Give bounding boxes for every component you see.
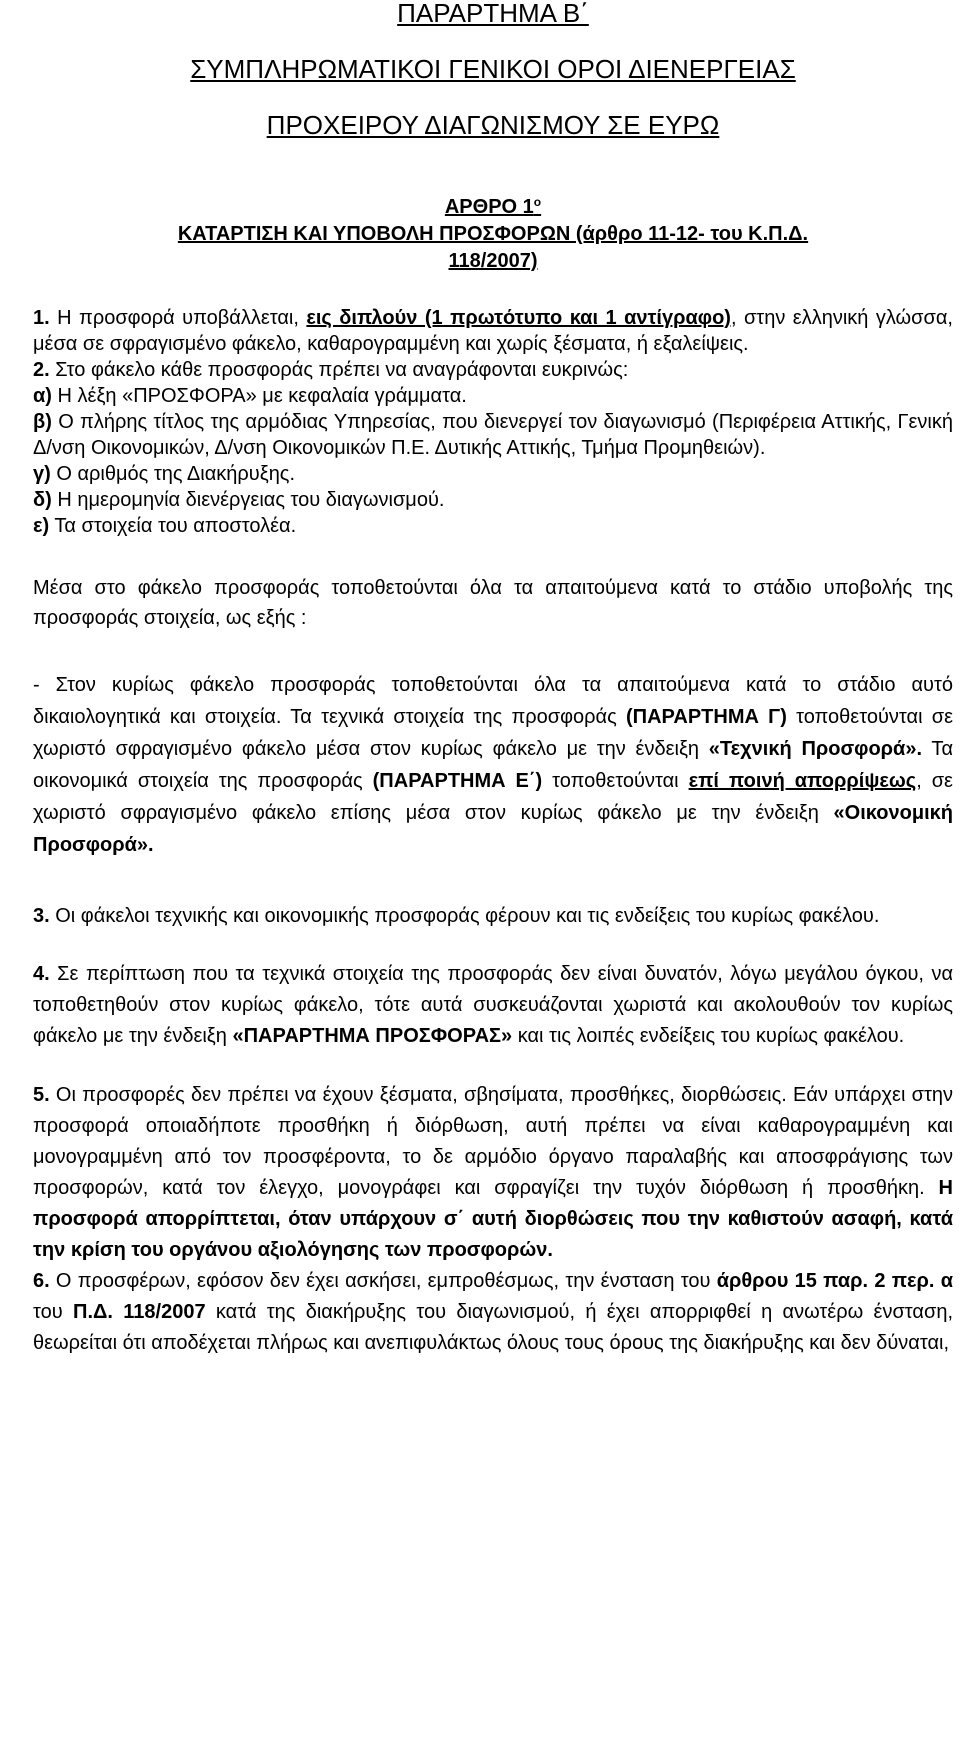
- item-3-number: 3.: [33, 905, 50, 927]
- item-6-text-b: του: [33, 1301, 74, 1323]
- item-1-number: 1.: [33, 307, 50, 329]
- item-6-text-c: κατά της διακήρυξης του διαγωνισμού, ή έχει απορριφθεί η ανωτέρω ένσταση, θεωρείται ότι αποδέχεται πλήρως και ανεπιφυλάκτως όλους τους όρους της διακήρυξης και δεν δύναται,: [33, 1301, 953, 1354]
- main-envelope-paragraph: [33, 669, 953, 861]
- item-4-number: 4.: [33, 963, 50, 985]
- envelope-contents-paragraph: Μέσα στο φάκελο προσφοράς τοποθετούνται όλα τα απαιτούμενα κατά το στάδιο υποβολής της προσφοράς στοιχεία, ως εξής :: [33, 577, 953, 629]
- item-5-rejection-clause: Η προσφορά απορρίπτεται, όταν υπάρχουν σ΄ αυτή διορθώσεις που την καθιστούν ασαφή, κατά την κρίση του οργάνου αξιολόγησης των προσφορών.: [33, 1177, 953, 1261]
- item-1-text-b: , στην ελληνική γλώσσα, μέσα σε σφραγισμένο φάκελο, καθαρογραμμένη και χωρίς ξέσματα, ή εξαλείψεις.: [33, 307, 953, 355]
- main-envelope-text-e: , σε χωριστό σφραγισμένο φάκελο επίσης μέσα στον κυρίως φάκελο με την ένδειξη: [33, 770, 953, 824]
- article-number: [33, 194, 953, 221]
- item-2-e-text: Τα στοιχεία του αποστολέα.: [49, 515, 297, 537]
- main-envelope-text-d: τοποθετούνται: [542, 770, 689, 792]
- item-1-emphasis: εις διπλούν (1 πρωτότυπο και 1 αντίγραφο): [306, 307, 731, 329]
- item-3: [33, 901, 953, 931]
- article-label: ΑΡΘΡΟ 1: [444, 196, 534, 218]
- item-2-a-text: Η λέξη «ΠΡΟΣΦΟΡΑ» με κεφαλαία γράμματα.: [51, 385, 467, 407]
- annex-title: ΠΑΡΑΡΤΗΜΑ Β΄: [397, 0, 589, 28]
- item-4-text-a: Σε περίπτωση που τα τεχνικά στοιχεία της προσφοράς δεν είναι δυνατόν, λόγω μεγάλου όγκου, να τοποθετηθούν στον κυρίως φάκελο, τότε αυτά συσκευάζονται χωριστά και ακολουθούν τον κυρίως φάκελο με την ένδειξη: [33, 963, 953, 1047]
- main-envelope-text-b: τοποθετούνται σε χωριστό σφραγισμένο φάκελο μέσα στον κυρίως φάκελο με την ένδειξη: [33, 706, 954, 760]
- item-2-c-label: γ): [33, 463, 51, 485]
- item-1: [33, 305, 953, 357]
- item-2-intro: [33, 357, 953, 383]
- item-2-intro-text: Στο φάκελο κάθε προσφοράς πρέπει να αναγράφονται ευκρινώς:: [49, 359, 629, 381]
- article-superscript: ο: [533, 195, 542, 209]
- item-5: [33, 1080, 953, 1266]
- article-heading-line2: 118/2007): [448, 250, 538, 272]
- item-4-text-b: και τις λοιπές ενδείξεις του κυρίως φακέλου.: [512, 1025, 905, 1047]
- technical-offer-label: «Τεχνική Προσφορά».: [708, 738, 923, 760]
- document-page: [33, 0, 953, 1359]
- item-2-d: [33, 487, 953, 513]
- item-2-b: [33, 409, 953, 461]
- item-6: [33, 1266, 953, 1359]
- item-2-c-text: Ο αριθμός της Διακήρυξης.: [50, 463, 296, 485]
- item-2-a-label: α): [33, 385, 52, 407]
- item-6-number: 6.: [33, 1270, 50, 1292]
- document-subtitle: ΠΡΟΧΕΙΡΟΥ ΔΙΑΓΩΝΙΣΜΟΥ ΣΕ ΕΥΡΩ: [266, 110, 720, 140]
- item-3-text: Οι φάκελοι τεχνικής και οικονομικής προσφοράς φέρουν και τις ενδείξεις του κυρίως φακέλου.: [49, 905, 880, 927]
- item-2-b-text: Ο πλήρης τίτλος της αρμόδιας Υπηρεσίας, που διενεργεί τον διαγωνισμό (Περιφέρεια Αττικής, Γενική Δ/νση Οικονομικών, Δ/νση Οικονομικών Π.Ε. Δυτικής Αττικής, Τμήμα Προμηθειών).: [33, 411, 953, 459]
- item-2-number: 2.: [33, 359, 50, 381]
- annex-c-ref: (ΠΑΡΑΡΤΗΜΑ Γ): [626, 706, 787, 728]
- item-2-b-label: β): [33, 411, 52, 433]
- rejection-penalty: επί ποινή απορρίψεως: [688, 770, 917, 792]
- main-envelope-text-c: Τα οικονομικά στοιχεία της προσφοράς: [33, 738, 953, 792]
- financial-offer-label: «Οικονομική Προσφορά».: [33, 802, 953, 856]
- item-2-c: [33, 461, 953, 487]
- article-heading-line1: ΚΑΤΑΡΤΙΣΗ ΚΑΙ ΥΠΟΒΟΛΗ ΠΡΟΣΦΟΡΩΝ (άρθρο 11-12- του Κ.Π.Δ.: [177, 223, 809, 245]
- item-5-number: 5.: [33, 1084, 50, 1106]
- pd-118-ref: Π.Δ. 118/2007: [73, 1301, 206, 1323]
- item-6-text-a: Ο προσφέρων, εφόσον δεν έχει ασκήσει, εμπροθέσμως, την ένσταση του: [49, 1270, 717, 1292]
- item-2-e-label: ε): [33, 515, 50, 537]
- item-1-text-a: Η προσφορά υποβάλλεται,: [49, 307, 307, 329]
- item-2-e: [33, 513, 953, 539]
- item-2-d-text: Η ημερομηνία διενέργειας του διαγωνισμού.: [51, 489, 445, 511]
- item-2-d-label: δ): [33, 489, 52, 511]
- item-2: [33, 357, 953, 539]
- article-15-ref: άρθρου 15 παρ. 2 περ. α: [716, 1270, 954, 1292]
- annex-e-ref: (ΠΑΡΑΡΤΗΜΑ Ε΄): [372, 770, 543, 792]
- item-4: [33, 959, 953, 1052]
- offer-annex-label: «ΠΑΡΑΡΤΗΜΑ ΠΡΟΣΦΟΡΑΣ»: [232, 1025, 513, 1047]
- document-title: ΣΥΜΠΛΗΡΩΜΑΤΙΚΟΙ ΓΕΝΙΚΟΙ ΟΡΟΙ ΔΙΕΝΕΡΓΕΙΑΣ: [190, 54, 796, 84]
- item-5-text: Οι προσφορές δεν πρέπει να έχουν ξέσματα, σβησίματα, προσθήκες, διορθώσεις. Εάν υπάρχει στην προσφορά οποιαδήποτε προσθήκη ή διόρθωση, αυτή πρέπει να είναι καθαρογραμμένη και μονογραμμένη από τον προσφέροντα, το δε αρμόδιο όργανο παραλαβής και αποσφράγισης των προσφορών, κατά τον έλεγχο, μονογράφει και σφραγίζει την τυχόν διόρθωση ή προσθήκη.: [33, 1084, 953, 1199]
- item-2-a: [33, 383, 953, 409]
- main-envelope-text-a: - Στον κυρίως φάκελο προσφοράς τοποθετούνται όλα τα απαιτούμενα κατά το στάδιο αυτό δικαιολογητικά και στοιχεία. Τα τεχνικά στοιχεία της προσφοράς: [33, 674, 953, 728]
